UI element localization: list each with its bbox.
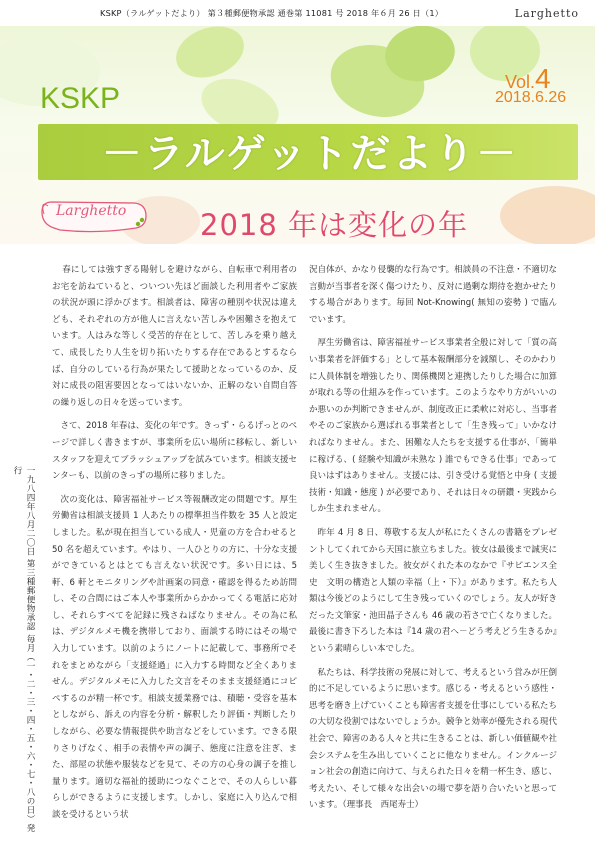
- larghetto-wordmark: Larghetto: [514, 7, 579, 20]
- kskp-title: KSKP: [40, 82, 121, 115]
- paragraph: 況自体が、かなり侵襲的な行為です。相談員の不注意・不適切な言動が当事者を深く傷つけたり、反対に過剰な期待を抱かせたりする場合があります。毎回 Not-Knowing( 無知の姿勢 ) で臨んでいます。: [309, 265, 557, 325]
- newsletter-title: －ラルゲットだより－: [101, 131, 519, 177]
- paragraph: 厚生労働省は、障害福祉サービス事業者全般に対して「質の高い事業者を評価する」として基本報酬部分を減額し、そのかわりに人員体制を増強したり、関係機関と連携したりした場合に加算が取れる等の仕組みを作っています。このようなやり方がいいのか悪いのか判断できませんが、制度改正に柔軟に対応し、当事者やそのご家族から選ばれる事業者として「生き残って」いかなければなりません。また、困難な人たちを支援する仕事が、「簡単に稼げる、( 経験や知識が未熟な ) 誰でもできる仕事」であって良いはずはありません。支援には、引き受ける覚悟と中身 ( 支援技術・知識・態度 ) が必要であり、それは日々の研鑽・実践からしか生まれません。: [309, 338, 557, 515]
- logo-text: Larghetto: [56, 203, 127, 219]
- headline: 2018 年は変化の年: [200, 208, 469, 242]
- paragraph: 次の変化は、障害福祉サービス等報酬改定の問題です。厚生労働省は相談支援員 1 人あたりの標準担当件数を 35 人と設定しました。私が現在担当している成人・児童の方を合わせると 50 名を超えています。やはり、一人ひとりの方に、十分な支援ができているとはとても言えない状況です。多い日には、5 軒、6 軒とモニタリングや計画案の同意・確認を得るため訪問し、その合間にはご本人や事業所からかかってくる電話に応対し、それらすべてを記録に残さねばなりません。その為に私は、デジタルメモ機を携帯しており、面談する時にはその場で入力しています。以前のようにノートに記載して、事務所でそれをまとめながら「支援経過」に入力する時間など全くありません。デジタルメモに入力した文言をそのまま支援経過にコピペするのが精一杯です。相談支援業務では、積聴・受容を基本としながら、訴えの内容を分析・解釈したり評価・判断したりしながら、必要な情報提供や助言などをしています。できる限りさりげなく、相手の表情や声の調子、態度に注意を注ぎ、また、部屋の状態や服装などを見て、その方の心身の調子を推し量ります。適切な福祉的援助につなぐことで、その人らしい暮らしができるように支援します。しかし、家庭に入り込んで相談を受けるという状: [52, 494, 297, 820]
- paragraph: さて、2018 年春は、変化の年です。きっず・らるげっとのページで詳しく書きますが、事業所を広い場所に移転し、新しいスタッフを迎えてブラッシュアップを試みています。相談支援センターも、以前のきっずの場所に移りました。: [52, 421, 297, 482]
- article-left-column: [52, 262, 297, 831]
- leaf-decoration: [500, 186, 595, 244]
- header-top-line: KSKP（ラルゲットだより） 第３種郵便物承認 通巻第 11081 号 2018 年６月 26 日（1）: [100, 8, 444, 18]
- volume-number: 4: [535, 63, 551, 94]
- paragraph: 春にしては強すぎる陽射しを避けながら、自転車で利用者のお宅を訪ねていると、ついつい先ほど面談した利用者やご家族の状況が頭に浮かびます。相談者は、障害の種別や状況は違えども、それぞれの方が他人に言えない苦しみや困難さを抱えています。人はみな等しく受苦的存在として、苦しみを乗り越えて、成長したり人生を切り拓いたりする存在であるとするならば、自分のしている行為が果たして援助となっているのか、反対に成長の阻害要因となってはいないか、正解のない自問自答の繰り返しの日々を送っています。: [52, 265, 297, 408]
- vertical-publication-note: 一九八四年八月二〇日 第三種郵便物承認 毎月（一・二・三・四・五・六・七・八の日）発行: [12, 466, 35, 833]
- paragraph: 昨年 4 月 8 日、尊敬する友人が私にたくさんの書籍をプレゼントしてくれてから天国に旅立ちました。彼女は最後まで誠実に美しく生き抜きました。彼女がくれた本のなかで『サピエンス全史 文明の構造と人類の幸福（上・下）』があります。私たち人類は今後どのようにして生き残っていくのでしょう。友人が好きだった文筆家・池田晶子さんも 46 歳の若さで亡くなりました。最後に書き下ろした本は『14 歳の君へ－どう考えどう生きるか』という素晴らしい本でした。: [309, 527, 557, 655]
- leaf-decoration: [169, 26, 251, 87]
- volume-prefix: Vol.: [505, 72, 536, 92]
- article-right-column: [309, 262, 557, 821]
- paragraph: 私たちは、科学技術の発展に対して、考えるという営みが圧倒的に不足しているように思います。感じる・考えるという感性・思考を磨き上げていくことも障害者支援を仕事にしている私たちの大切な役割ではないでしょうか。競争と効率が優先される現代社会で、障害のある人々と共に生きることは、新しい価値観や社会システムを生み出していくことに他なりません。インクルージョン社会の創造に向けて、与えられた日々を精一杯生き、感じ、考えたい、そして様々な出会いの場で夢を語り合いたいと思っています。（理事長 西尾寿士）: [309, 667, 557, 811]
- issue-date: 2018.6.26: [495, 89, 567, 106]
